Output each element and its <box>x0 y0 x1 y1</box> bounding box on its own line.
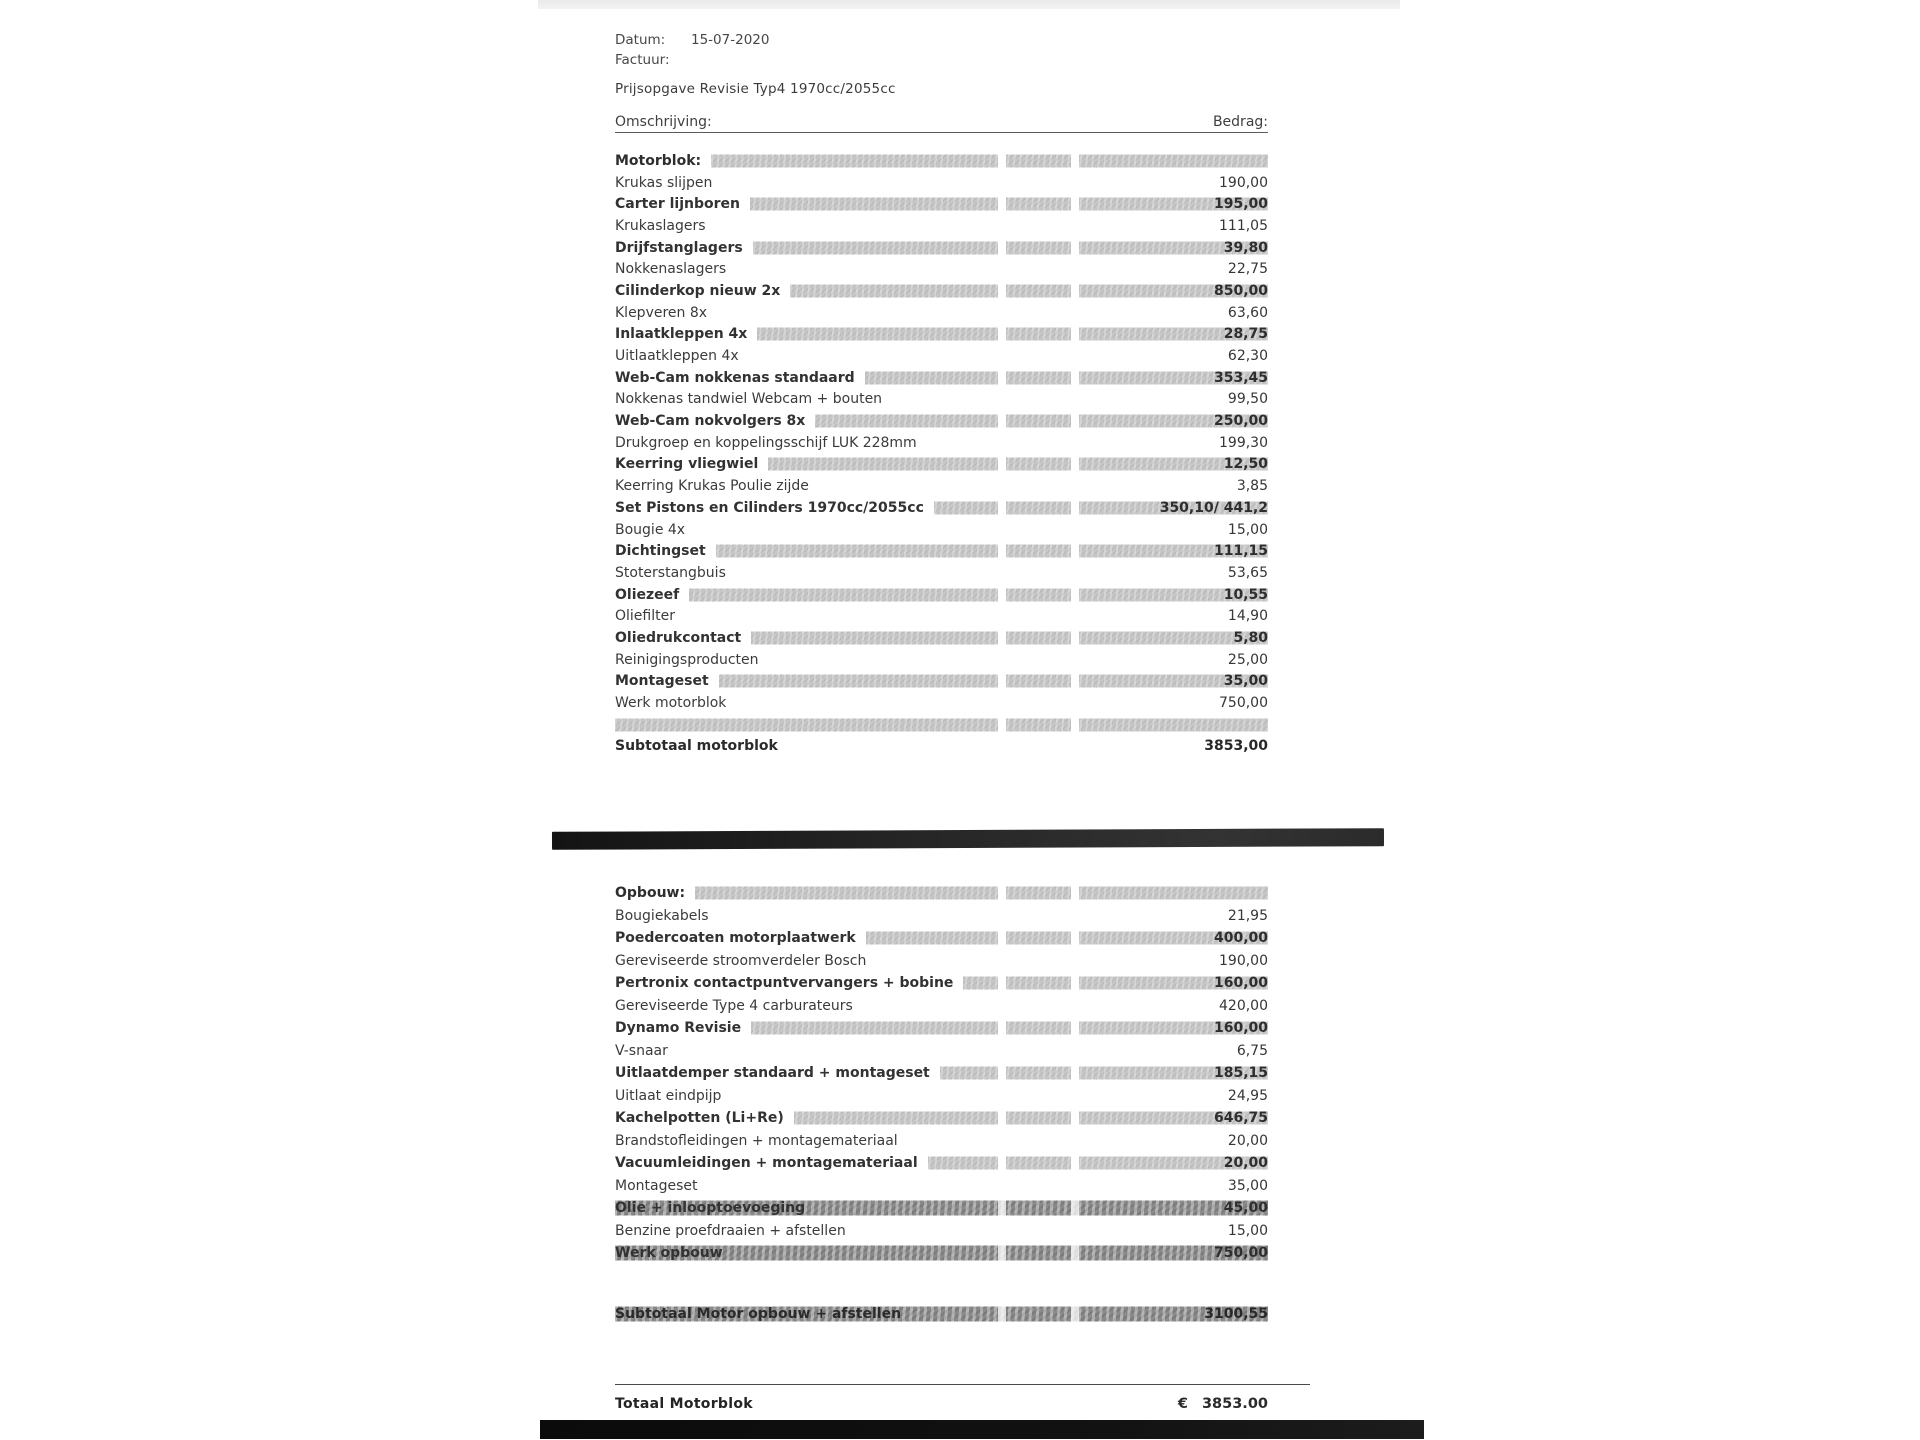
stripe-gap <box>998 241 1006 254</box>
row-amount: 3,85 <box>1236 478 1268 495</box>
row-label: V-snaar <box>615 1044 678 1058</box>
table-row <box>615 258 1268 280</box>
row-label: Web-Cam nokkenas standaard <box>615 371 865 385</box>
table-row <box>615 410 1268 432</box>
row-amount: 62,30 <box>1227 348 1268 365</box>
table-row <box>615 302 1268 324</box>
stripe-gap <box>1071 371 1079 384</box>
table-row <box>615 1062 1268 1085</box>
stripe-gap <box>998 154 1006 167</box>
table-row <box>615 692 1268 714</box>
row-amount: 10,55 <box>1223 586 1268 603</box>
table-row <box>615 1152 1268 1175</box>
stripe-gap <box>1071 631 1079 644</box>
row-amount: 15,00 <box>1227 521 1268 538</box>
stripe-gap <box>998 458 1006 471</box>
row-label: Nokkenas tandwiel Webcam + bouten <box>615 392 892 406</box>
stripe-gap <box>1071 458 1079 471</box>
row-amount: 190,00 <box>1219 952 1268 969</box>
table-row <box>615 454 1268 476</box>
table-row <box>615 475 1268 497</box>
row-label: Carter lijnboren <box>615 197 750 211</box>
row-label: Set Pistons en Cilinders 1970cc/2055cc <box>615 501 934 515</box>
row-amount: 39,80 <box>1223 239 1268 256</box>
table-row <box>615 193 1268 215</box>
table-row <box>615 905 1268 928</box>
row-label: Gereviseerde stroomverdeler Bosch <box>615 954 876 968</box>
stripe-gap <box>1071 675 1079 688</box>
stripe-gap <box>1071 154 1079 167</box>
row-amount: 160,00 <box>1213 975 1268 992</box>
row-amount: 353,45 <box>1213 369 1268 386</box>
row-amount: 350,10/ 441,2 <box>1159 499 1268 516</box>
stripe-gap <box>1071 977 1079 990</box>
stripe-gap <box>1071 284 1079 297</box>
row-amount: 195,00 <box>1213 196 1268 213</box>
stripe-gap <box>1071 241 1079 254</box>
total-label: Totaal Motorblok <box>615 1396 753 1412</box>
meta-factuur <box>615 50 769 70</box>
stripe-gap <box>998 718 1006 731</box>
row-label: Nokkenaslagers <box>615 262 736 276</box>
row-amount: 646,75 <box>1213 1110 1268 1127</box>
row-label: Uitlaat eindpijp <box>615 1089 731 1103</box>
row-label: Dichtingset <box>615 544 716 558</box>
table-column-header <box>615 106 1268 133</box>
row-highlight-stripe <box>615 887 1268 900</box>
table-row <box>615 605 1268 627</box>
datum-label: Datum: <box>615 32 666 48</box>
stripe-gap <box>998 932 1006 945</box>
stripe-gap <box>1071 1306 1079 1321</box>
row-label: Keerring Krukas Poulie zijde <box>615 479 819 493</box>
stripe-gap <box>1071 588 1079 601</box>
row-label: Klepveren 8x <box>615 306 717 320</box>
table-row <box>615 927 1268 950</box>
row-amount: 250,00 <box>1213 413 1268 430</box>
row-label: Drukgroep en koppelingsschijf LUK 228mm <box>615 436 927 450</box>
row-amount: 35,00 <box>1227 1177 1268 1194</box>
stripe-gap <box>1071 198 1079 211</box>
subtotal-row <box>615 736 1268 758</box>
stripe-gap <box>1071 1067 1079 1080</box>
datum-value: 15-07-2020 <box>691 32 770 48</box>
row-amount: 22,75 <box>1227 261 1268 278</box>
table-row <box>615 995 1268 1018</box>
table-row <box>615 950 1268 973</box>
row-label: Montageset <box>615 674 719 688</box>
row-amount: 20,00 <box>1227 1132 1268 1149</box>
stripe-gap <box>998 1306 1006 1321</box>
stripe-gap <box>998 977 1006 990</box>
row-amount: 750,00 <box>1213 1245 1268 1262</box>
row-amount: 45,00 <box>1223 1200 1268 1217</box>
stripe-gap <box>1071 887 1079 900</box>
row-amount: 190,00 <box>1219 174 1268 191</box>
table-row <box>615 237 1268 259</box>
stripe-gap <box>998 545 1006 558</box>
scan-divider-bar <box>552 828 1384 850</box>
stripe-gap <box>998 887 1006 900</box>
section-motorblok <box>615 150 1268 757</box>
stripe-gap <box>1071 328 1079 341</box>
row-label: Motorblok: <box>615 154 711 168</box>
row-label: Werk opbouw <box>615 1245 723 1262</box>
stripe-gap <box>998 1112 1006 1125</box>
row-amount: 14,90 <box>1227 608 1268 625</box>
row-label: Uitlaatdemper standaard + montageset <box>615 1066 940 1080</box>
stripe-gap <box>998 675 1006 688</box>
row-amount: 25,00 <box>1227 651 1268 668</box>
row-label: Brandstofleidingen + montagemateriaal <box>615 1134 908 1148</box>
table-row <box>615 1242 1268 1265</box>
row-amount: 12,50 <box>1223 456 1268 473</box>
row-label: Pertronix contactpuntvervangers + bobine <box>615 976 963 990</box>
row-label: Gereviseerde Type 4 carburateurs <box>615 999 863 1013</box>
stripe-gap <box>1071 545 1079 558</box>
table-row <box>615 671 1268 693</box>
row-label: Bougiekabels <box>615 909 719 923</box>
stripe-gap <box>1071 1201 1079 1216</box>
row-amount: 53,65 <box>1227 564 1268 581</box>
row-amount: 15,00 <box>1227 1222 1268 1239</box>
invoice-sheet <box>545 0 1395 1440</box>
total-amount <box>1178 1396 1268 1412</box>
row-amount: 160,00 <box>1213 1020 1268 1037</box>
section-header-row <box>615 150 1268 172</box>
row-label: Poedercoaten motorplaatwerk <box>615 931 866 945</box>
table-row <box>615 389 1268 411</box>
row-label: Uitlaatkleppen 4x <box>615 349 749 363</box>
row-amount: 3100,55 <box>1204 1305 1268 1322</box>
table-row <box>615 280 1268 302</box>
row-label: Olie + inlooptoevoeging <box>615 1200 806 1217</box>
row-label: Cilinderkop nieuw 2x <box>615 284 790 298</box>
row-amount: 99,50 <box>1227 391 1268 408</box>
column-amount: Bedrag: <box>1212 114 1268 130</box>
stripe-gap <box>998 198 1006 211</box>
table-row <box>615 324 1268 346</box>
row-label: Montageset <box>615 1179 707 1193</box>
total-amount-value: 3853.00 <box>1201 1396 1268 1412</box>
row-label: Kachelpotten (Li+Re) <box>615 1111 794 1125</box>
stripe-gap <box>998 1246 1006 1261</box>
row-amount: 63,60 <box>1227 304 1268 321</box>
stripe-gap <box>1071 932 1079 945</box>
stripe-gap <box>998 588 1006 601</box>
table-row <box>615 432 1268 454</box>
section-opbouw <box>615 882 1268 1325</box>
table-row <box>615 172 1268 194</box>
row-amount: 750,00 <box>1219 695 1268 712</box>
row-amount: 420,00 <box>1219 997 1268 1014</box>
row-amount: 400,00 <box>1213 930 1268 947</box>
scan-bottom-bar <box>540 1420 1424 1439</box>
row-label: Vacuumleidingen + montagemateriaal <box>615 1156 928 1170</box>
table-row <box>615 540 1268 562</box>
row-amount: 5,80 <box>1233 629 1268 646</box>
row-label: Drijfstanglagers <box>615 241 753 255</box>
stripe-gap <box>1071 1157 1079 1170</box>
table-row <box>615 1085 1268 1108</box>
table-row <box>615 627 1268 649</box>
row-label: Dynamo Revisie <box>615 1021 751 1035</box>
row-label: Keerring vliegwiel <box>615 457 768 471</box>
subtotal-row <box>615 1303 1268 1326</box>
row-highlight-stripe <box>615 718 1268 731</box>
row-highlight-stripe <box>615 588 1268 601</box>
row-amount: 24,95 <box>1227 1087 1268 1104</box>
column-description: Omschrijving: <box>615 114 712 130</box>
table-row <box>615 562 1268 584</box>
row-label: Inlaatkleppen 4x <box>615 327 757 341</box>
row-amount: 185,15 <box>1213 1065 1268 1082</box>
stripe-gap <box>998 328 1006 341</box>
row-label: Subtotaal Motor opbouw + afstellen <box>615 1305 902 1322</box>
table-row <box>615 1220 1268 1243</box>
row-label: Oliedrukcontact <box>615 631 751 645</box>
stripe-gap <box>998 1067 1006 1080</box>
stripe-gap <box>998 415 1006 428</box>
table-row <box>615 497 1268 519</box>
table-row <box>615 972 1268 995</box>
stripe-gap <box>1071 501 1079 514</box>
euro-currency-symbol: € <box>1177 1396 1188 1412</box>
row-label: Opbouw: <box>615 886 695 900</box>
row-amount: 111,05 <box>1219 217 1268 234</box>
stripe-gap <box>998 631 1006 644</box>
table-row <box>615 714 1268 736</box>
row-label: Oliezeef <box>615 588 689 602</box>
document-title: Prijsopgave Revisie Typ4 1970cc/2055cc <box>615 81 896 97</box>
table-row <box>615 367 1268 389</box>
row-label: Benzine proefdraaien + afstellen <box>615 1224 856 1238</box>
stripe-gap <box>998 284 1006 297</box>
table-row <box>615 1017 1268 1040</box>
row-amount: 3853,00 <box>1204 738 1268 755</box>
stripe-gap <box>998 371 1006 384</box>
table-row <box>615 1040 1268 1063</box>
table-row <box>615 1130 1268 1153</box>
row-amount: 850,00 <box>1213 282 1268 299</box>
table-row <box>615 1175 1268 1198</box>
stripe-gap <box>1071 415 1079 428</box>
stripe-gap <box>1071 1246 1079 1261</box>
row-label: Krukaslagers <box>615 219 716 233</box>
row-amount: 20,00 <box>1223 1155 1268 1172</box>
row-label: Web-Cam nokvolgers 8x <box>615 414 815 428</box>
row-label: Werk motorblok <box>615 696 736 710</box>
stripe-gap <box>998 1201 1006 1216</box>
row-label: Krukas slijpen <box>615 176 722 190</box>
section-header-row <box>615 882 1268 905</box>
row-amount: 35,00 <box>1223 673 1268 690</box>
row-amount: 28,75 <box>1223 326 1268 343</box>
table-row <box>615 519 1268 541</box>
table-row <box>615 1107 1268 1130</box>
row-amount: 21,95 <box>1227 907 1268 924</box>
table-row <box>615 1197 1268 1220</box>
stripe-gap <box>998 501 1006 514</box>
stripe-gap <box>998 1157 1006 1170</box>
table-row <box>615 584 1268 606</box>
invoice-meta <box>615 30 769 70</box>
footer-rule <box>615 1384 1310 1385</box>
row-label: Reinigingsproducten <box>615 653 769 667</box>
row-label: Oliefilter <box>615 609 685 623</box>
stripe-gap <box>1071 718 1079 731</box>
table-row <box>615 345 1268 367</box>
row-amount: 199,30 <box>1219 434 1268 451</box>
stripe-gap <box>998 1022 1006 1035</box>
row-amount: 6,75 <box>1236 1042 1268 1059</box>
row-label: Subtotaal motorblok <box>615 739 788 753</box>
meta-datum <box>615 30 769 50</box>
footer-total-row <box>615 1396 1268 1416</box>
stripe-gap <box>1071 1022 1079 1035</box>
stripe-gap <box>1071 1112 1079 1125</box>
table-row <box>615 649 1268 671</box>
row-amount: 111,15 <box>1213 543 1268 560</box>
row-highlight-stripe <box>615 154 1268 167</box>
row-label: Bougie 4x <box>615 523 695 537</box>
row-label: Stoterstangbuis <box>615 566 736 580</box>
factuur-label: Factuur: <box>615 52 670 68</box>
table-row <box>615 215 1268 237</box>
